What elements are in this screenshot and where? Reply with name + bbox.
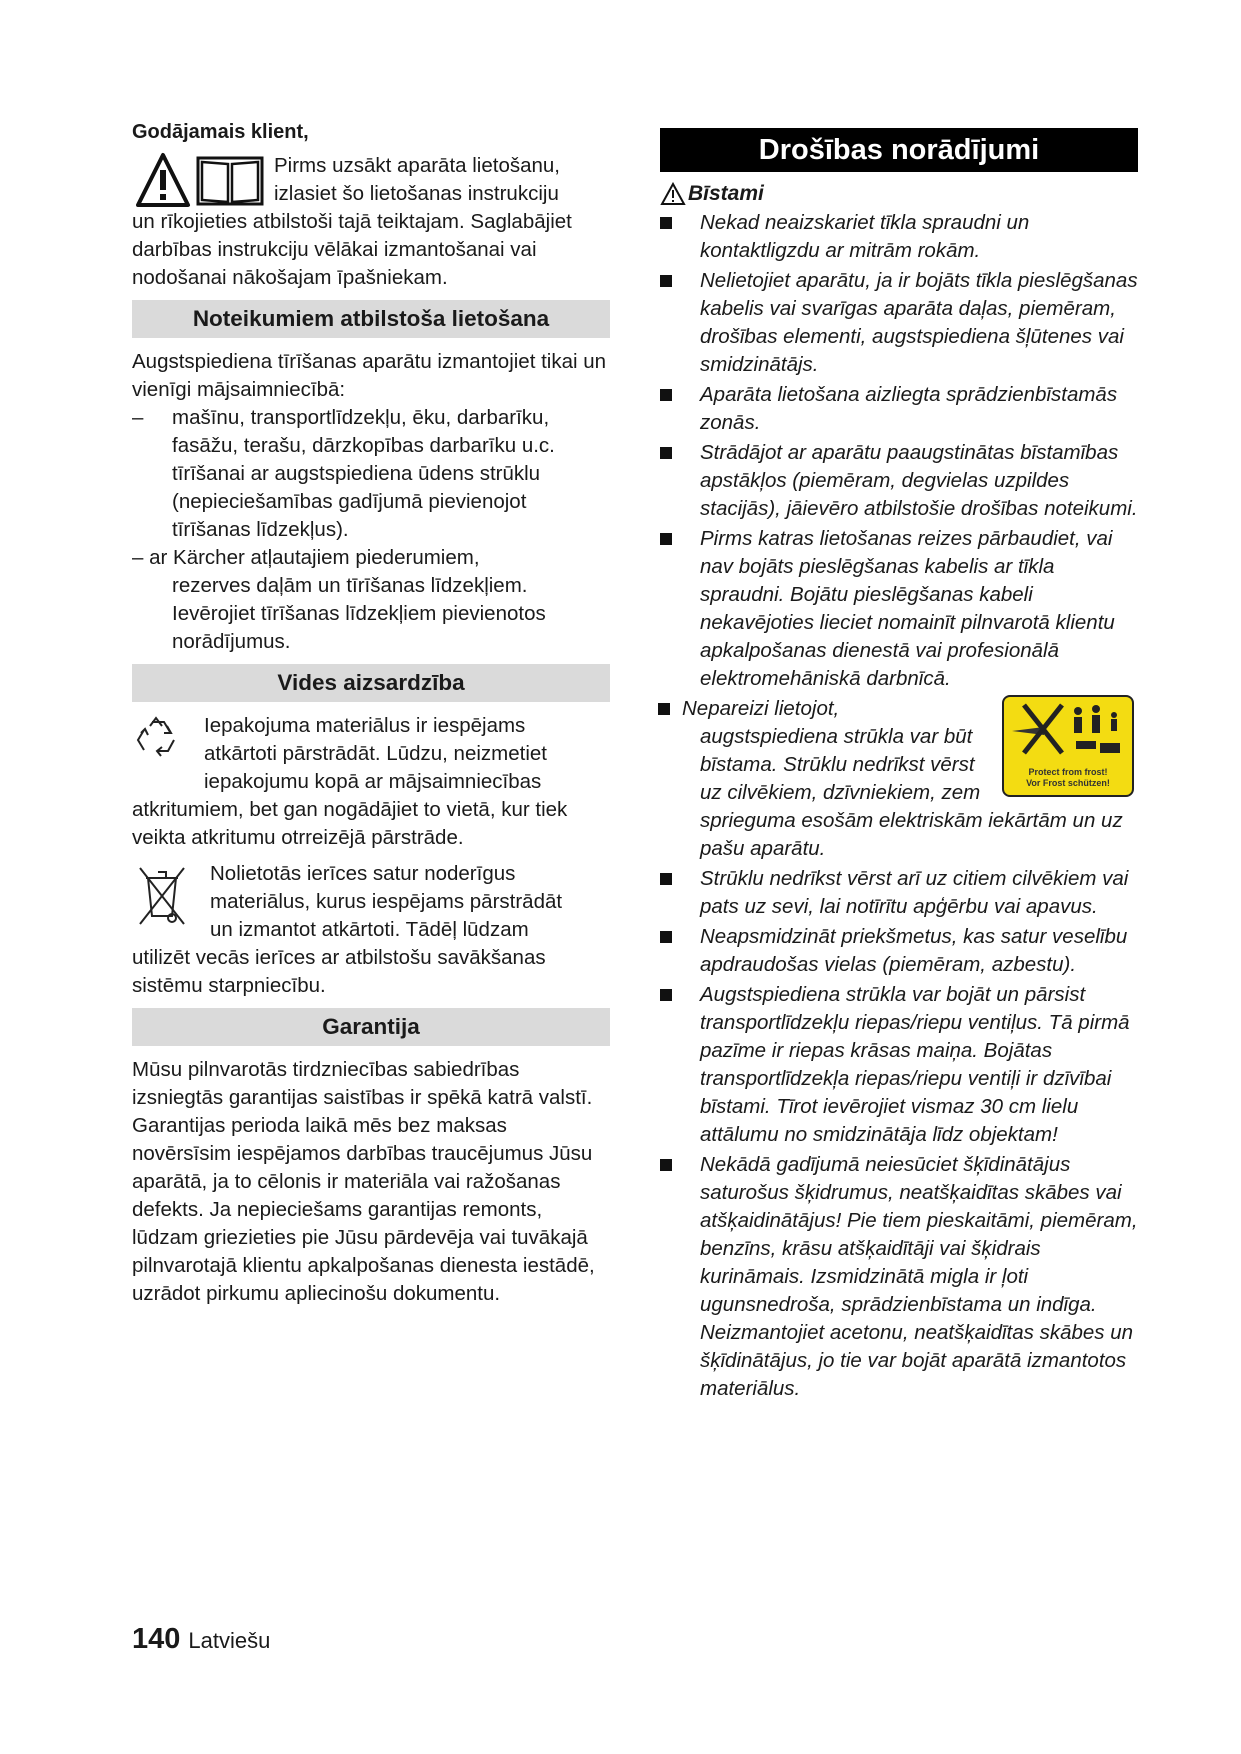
list-item-text: Nekad neaizskariet tīkla spraudni un kontaktligzdu ar mitrām rokām.	[700, 211, 1030, 262]
list-item	[660, 865, 1138, 921]
weee-line-1: Nolietotās ierīces satur noderīgus	[210, 862, 516, 885]
warning-triangle-icon	[660, 182, 686, 206]
list-item	[660, 525, 1138, 693]
list-item	[660, 981, 1138, 1149]
frost-line-1: Protect from frost!	[1028, 767, 1108, 777]
recycle-line-1: Iepakojuma materiālus ir iespējams	[204, 714, 526, 737]
list-item-text: augstspiediena strūkla var būt bīstama. Strūklu nedrīkst vērst uz cilvēkiem, dzīvniekiem, zem sprieguma esošām elektriskām iekārtām un uz pašu aparātu.	[700, 725, 1123, 860]
danger-label	[660, 180, 1138, 208]
recycle-line-2: atkārtoti pārstrādāt. Lūdzu, neizmetiet	[204, 742, 547, 765]
list-item	[660, 923, 1138, 979]
frost-warning-sticker	[1002, 695, 1134, 797]
recycle-icon	[134, 714, 182, 762]
bullet-square-icon	[660, 217, 672, 229]
list-item	[132, 544, 610, 656]
bullet-square-icon	[658, 703, 670, 715]
right-column	[660, 128, 1138, 1405]
recycle-line-3: iepakojumu kopā ar mājsaimniecības	[204, 770, 542, 793]
warning-read-manual-icon	[136, 152, 266, 210]
bullet-square-icon	[660, 989, 672, 1001]
safety-instructions-title: Drošības norādījumi	[660, 128, 1138, 172]
list-item-text: Augstspiediena strūkla var bojāt un pārsist transportlīdzekļu riepas/riepu ventiļus. Tā pirmā pazīme ir riepas krāsas maiņa. Bojātas transportlīdzekļa riepas/riepu ventiļi ir dzīvībai bīstami. Tīrot ievērojiet vismaz 30 cm lielu attālumu no smidzinātāja līdz objektam!	[700, 983, 1130, 1146]
list-item-text: rezerves daļām un tīrīšanas līdzekļiem. Ievērojiet tīrīšanas līdzekļiem pievienotos norādījumus.	[172, 574, 546, 653]
page-footer	[132, 1624, 270, 1656]
intended-use-text: Augstspiediena tīrīšanas aparātu izmantojiet tikai un vienīgi mājsaimniecībā:	[132, 350, 607, 401]
section-heading-environment: Vides aizsardzība	[132, 664, 610, 702]
intro-line-1: Pirms uzsākt aparāta lietošanu,	[274, 154, 560, 177]
weee-line-2: materiālus, kurus iespējams pārstrādāt	[210, 890, 563, 913]
list-item	[660, 1151, 1138, 1403]
bullet-square-icon	[660, 1159, 672, 1171]
weee-text: utilizēt vecās ierīces ar atbilstošu savākšanas sistēmu starpniecību.	[132, 946, 546, 997]
recycling-block	[132, 712, 610, 852]
list-item	[660, 381, 1138, 437]
bullet-square-icon	[660, 873, 672, 885]
list-item-jet-warning	[660, 695, 1138, 863]
bullet-square-icon	[660, 389, 672, 401]
left-column	[132, 120, 610, 1308]
greeting: Godājamais klient,	[132, 121, 309, 143]
intro-text: un rīkojieties atbilstoši tajā teiktajam. Saglabājiet darbības instrukciju vēlākai izmantošanai vai nodošanai nākošajam īpašniekam.	[132, 210, 572, 289]
list-item-text: mašīnu, transportlīdzekļu, ēku, darbarīku, fasāžu, terašu, dārzkopības darbarīku u.c. tīrīšanai ar augstspiediena ūdens strūklu (nepieciešamības gadījumā pievienojot tīrīšanas līdzekļus).	[172, 406, 555, 541]
danger-text: Bīstami	[688, 182, 764, 205]
list-item	[660, 209, 1138, 265]
list-item-text: Aparāta lietošana aizliegta sprādzienbīstamās zonās.	[700, 383, 1118, 434]
weee-block	[132, 860, 610, 1000]
intro-block	[132, 152, 610, 292]
footer-language: Latviešu	[188, 1628, 271, 1653]
frost-label	[1004, 767, 1132, 789]
list-item-lead: – ar Kärcher atļautajiem piederumiem,	[132, 546, 480, 569]
intro-line-2: izlasiet šo lietošanas instrukciju	[274, 182, 559, 205]
list-item	[132, 404, 610, 544]
bullet-square-icon	[660, 931, 672, 943]
weee-line-3: un izmantot atkārtoti. Tādēļ lūdzam	[210, 918, 529, 941]
bullet-square-icon	[660, 447, 672, 459]
list-item-text: Strūklu nedrīkst vērst arī uz citiem cilvēkiem vai pats uz sevi, lai notīrītu apģērbu vai apavus.	[700, 867, 1129, 918]
bullet-square-icon	[660, 533, 672, 545]
safety-list-a	[660, 209, 1138, 1403]
list-item	[660, 267, 1138, 379]
list-item-lead: Nepareizi lietojot,	[682, 697, 840, 720]
frost-line-2: Vor Frost schützen!	[1026, 778, 1110, 788]
no-jet-at-people-icon	[1004, 697, 1132, 763]
warranty-text: Mūsu pilnvarotās tirdzniecības sabiedrības izsniegtās garantijas saistības ir spēkā katrā valstī. Garantijas perioda laikā mēs bez maksas novērsīsim iespējamos darbības traucējumus Jūsu aparātā, ja to cēlonis ir materiāla vai ražošanas defekts. Ja nepieciešams garantijas remonts, lūdzam griezieties pie Jūsu pārdevēja vai tuvākajā pilnvarotajā klientu apkalpošanas dienesta iestādē, uzrādot pirkumu apliecinošu dokumentu.	[132, 1058, 595, 1305]
section-heading-warranty: Garantija	[132, 1008, 610, 1046]
bullet-square-icon	[660, 275, 672, 287]
recycle-text: atkritumiem, bet gan nogādājiet to vietā, kur tiek veikta atkritumu otrreizējā pārstrāde.	[132, 798, 568, 849]
list-item-text: Neapsmidzināt priekšmetus, kas satur veselību apdraudošas vielas (piemēram, azbestu).	[700, 925, 1128, 976]
section-heading-intended-use: Noteikumiem atbilstoša lietošana	[132, 300, 610, 338]
page-number: 140	[132, 1623, 181, 1655]
list-item-text: Pirms katras lietošanas reizes pārbaudiet, vai nav bojāts pieslēgšanas kabelis ar tīkla spraudni. Bojātu pieslēgšanas kabeli nekavējoties lieciet nomainīt pilnvarotā klientu apkalpošanas dienestā vai profesionālā elektromehāniskā darbnīcā.	[700, 527, 1115, 690]
list-item	[660, 439, 1138, 523]
list-item-text: Nelietojiet aparātu, ja ir bojāts tīkla pieslēgšanas kabelis vai svarīgas aparāta daļas, piemēram, drošības elementi, augstspiediena šļūtenes vai smidzinātājs.	[700, 269, 1138, 376]
list-item-text: Nekādā gadījumā neiesūciet šķīdinātājus saturošus šķidrumus, neatšķaidītas skābes vai atšķaidinātājus! Pie tiem pieskaitāmi, piemēram, benzīns, krāsu atšķaidītāji vai šķidrais kurināmais. Izsmidzinātā migla ir ļoti ugunsnedroša, sprādzienbīstama un indīga. Neizmantojiet acetonu, neatšķaidītas skābes un šķīdinātājus, jo tie var bojāt aparātā izmantotos materiālus.	[700, 1153, 1138, 1400]
list-item-text: Strādājot ar aparātu paaugstinātas bīstamības apstākļos (piemēram, degvielas uzpildes stacijās), jāievēro atbilstošie drošības noteikumi.	[700, 441, 1138, 520]
dash-marker: –	[132, 406, 144, 429]
crossed-bin-icon	[134, 862, 190, 928]
